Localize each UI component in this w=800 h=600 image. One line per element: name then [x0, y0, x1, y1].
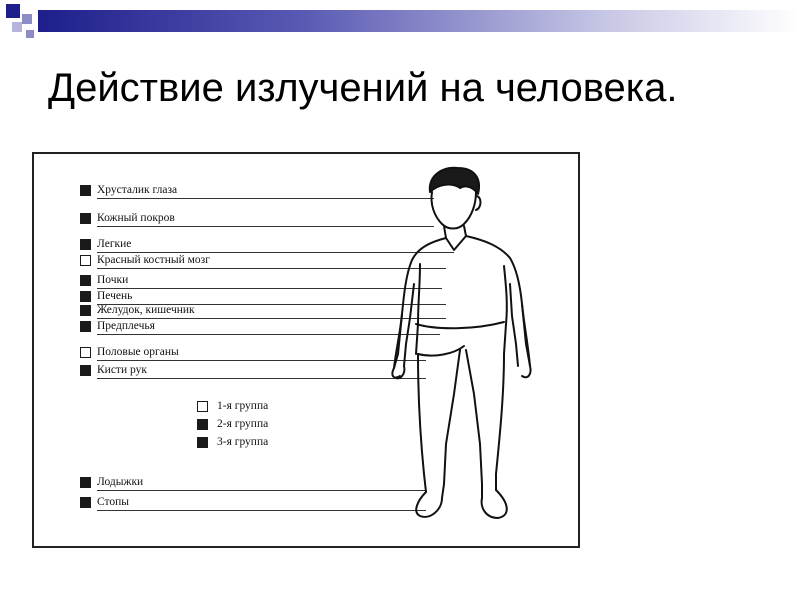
organ-label: Желудок, кишечник [97, 304, 195, 316]
organ-label: Почки [97, 274, 129, 286]
legend-label: 2-я группа [217, 418, 269, 430]
legend-label: 1-я группа [217, 400, 269, 412]
decor-square [22, 14, 32, 24]
organ-label: Лодыжки [97, 476, 144, 488]
organ-label: Хрусталик глаза [97, 184, 178, 196]
radiation-diagram [32, 152, 580, 548]
human-figure-illustration [34, 154, 580, 548]
header-gradient-bar [38, 10, 800, 32]
legend-label: 3-я группа [217, 436, 269, 448]
organ-label: Легкие [97, 238, 132, 250]
organ-label: Кожный покров [97, 212, 175, 224]
organ-label: Предплечья [97, 320, 155, 332]
organ-label: Стопы [97, 496, 130, 508]
slide-header-decoration [0, 0, 800, 48]
organ-label: Печень [97, 290, 133, 302]
page-title: Действие излучений на человека. [48, 66, 678, 110]
decor-square [12, 22, 22, 32]
decor-square [6, 4, 20, 18]
organ-label: Красный костный мозг [97, 254, 210, 266]
organ-label: Кисти рук [97, 364, 147, 376]
organ-label: Половые органы [97, 346, 179, 358]
decor-square [26, 30, 34, 38]
